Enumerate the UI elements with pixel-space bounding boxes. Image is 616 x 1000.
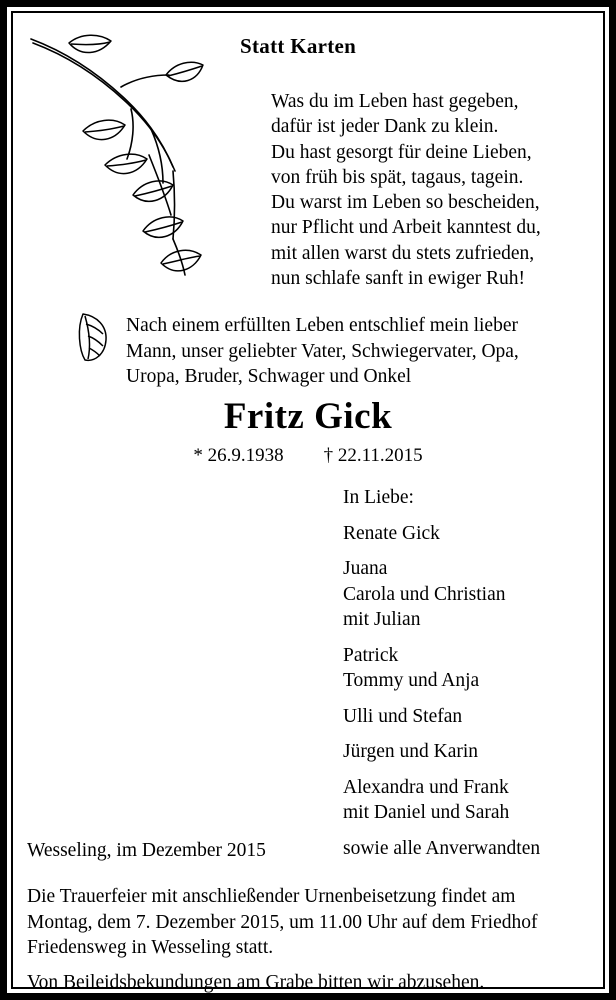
place-and-date: Wesseling, im Dezember 2015 bbox=[27, 840, 266, 861]
family-group-2 bbox=[343, 556, 603, 633]
family-list bbox=[343, 485, 603, 861]
leaf-ornament-icon bbox=[75, 310, 115, 365]
deceased-name: Fritz Gick bbox=[223, 396, 393, 437]
family-group-4 bbox=[343, 704, 603, 730]
family-member: sowie alle Anverwandten bbox=[343, 837, 541, 859]
family-intro: In Liebe: bbox=[343, 487, 414, 508]
family-group-7 bbox=[343, 836, 603, 862]
poem-line: dafür ist jeder Dank zu klein. bbox=[271, 116, 499, 138]
family-group-1 bbox=[343, 521, 603, 547]
family-member: mit Julian bbox=[343, 609, 421, 630]
obituary-content bbox=[13, 13, 603, 993]
poem-line: nur Pflicht und Arbeit kanntest du, bbox=[271, 217, 541, 239]
intro-line: Mann, unser geliebter Vater, Schwiegervater, Opa, bbox=[126, 340, 519, 362]
birth-date: * 26.9.1938 bbox=[193, 445, 284, 466]
family-member: Patrick bbox=[343, 644, 399, 666]
poem-line: Du warst im Leben so bescheiden, bbox=[271, 192, 540, 214]
closing-line: Montag, dem 7. Dezember 2015, um 11.00 Uhr auf dem Friedhof bbox=[27, 911, 538, 933]
family-member: Tommy und Anja bbox=[343, 670, 480, 691]
life-dates bbox=[13, 445, 603, 467]
poem-line: mit allen warst du stets zufrieden, bbox=[271, 242, 535, 264]
death-date: † 22.11.2015 bbox=[323, 445, 423, 466]
family-member: mit Daniel und Sarah bbox=[343, 802, 510, 823]
closing-line: Friedensweg in Wesseling statt. bbox=[27, 937, 274, 958]
family-member: Juana bbox=[343, 558, 388, 579]
family-member: Carola und Christian bbox=[343, 583, 506, 605]
closing-line: Die Trauerfeier mit anschließender Urnenbeisetzung findet am bbox=[27, 886, 516, 907]
intro-line: Uropa, Bruder, Schwager und Onkel bbox=[126, 366, 412, 387]
page-title: Statt Karten bbox=[240, 34, 357, 58]
family-group-5 bbox=[343, 739, 603, 765]
poem-line: Du hast gesorgt für deine Lieben, bbox=[271, 141, 532, 163]
family-member: Renate Gick bbox=[343, 522, 440, 544]
poem-line: Was du im Leben hast gegeben, bbox=[271, 91, 519, 112]
intro-line: Nach einem erfüllten Leben entschlief mein lieber bbox=[126, 315, 518, 336]
family-member: Ulli und Stefan bbox=[343, 705, 463, 727]
family-group-3 bbox=[343, 643, 603, 694]
poem-line: nun schlafe sanft in ewiger Ruh! bbox=[271, 268, 525, 290]
family-group-6 bbox=[343, 775, 603, 826]
intro-paragraph bbox=[126, 313, 594, 390]
branch-illustration-icon bbox=[23, 25, 213, 300]
poem-block bbox=[271, 89, 591, 291]
closing-paragraph bbox=[27, 884, 593, 995]
closing-note: Von Beileidsbekundungen am Grabe bitten wir abzusehen. bbox=[27, 971, 485, 993]
family-member: Jürgen und Karin bbox=[343, 741, 479, 762]
poem-line: von früh bis spät, tagaus, tagein. bbox=[271, 166, 524, 188]
family-member: Alexandra und Frank bbox=[343, 776, 509, 798]
